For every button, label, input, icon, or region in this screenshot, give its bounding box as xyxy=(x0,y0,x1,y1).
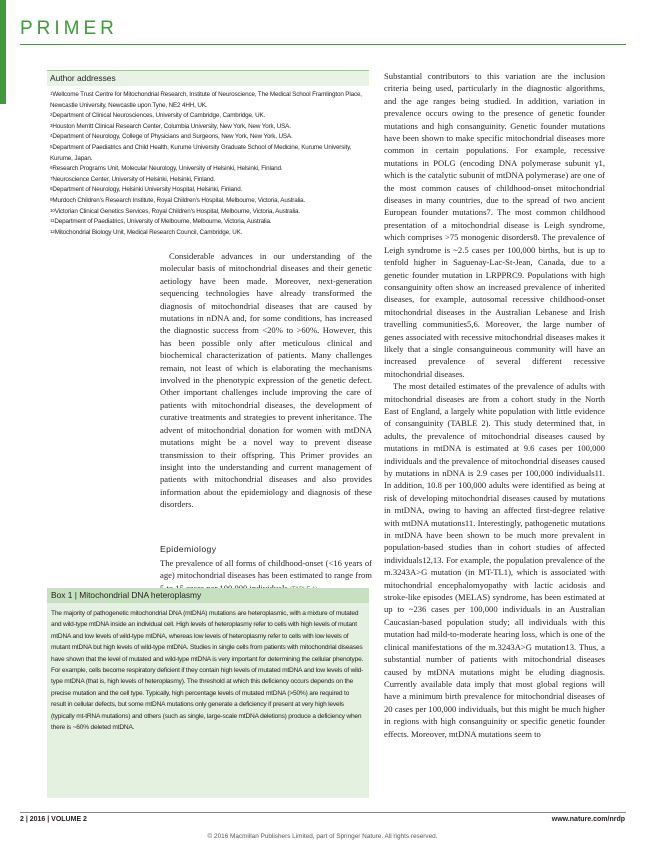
address-item: $^9$Murdoch Children's Research Institute, Royal Children's Hospital, Melbourne, Victoria, Australia. xyxy=(50,196,306,204)
right-column xyxy=(384,70,605,740)
intro-paragraph: Considerable advances in our understanding of the molecular basis of mitochondrial diseases and their genetic aetiology have been made. Moreover, next-generation sequencing technologies have already transformed the diagnosis of mitochondrial diseases that are caused by mutations in nDNA and, for some conditions, has increased the diagnostic success from <20% to >60%. However, this has been possible only after meticulous clinical and biochemical characterization of patients. Many challenges remain, not least of which is elaborating the mechanisms involved in the phenotypic expression of the genetic defect. Other important challenges include improving the care of patients with mitochondrial diseases, the development of curative treatments and strategies to prevent inheritance. The advent of mitochondrial donation for women with mtDNA mutations might be a novel way to prevent disease transmission to their offspring. This Primer provides an insight into the understanding and current management of patients with mitochondrial diseases and also provides information about the epidemiology and diagnosis of these disorders. xyxy=(160,251,372,510)
box-1-paragraph: The majority of pathogenetic mitochondrial DNA (mtDNA) mutations are heteroplasmic, with a mixture of mutated and wild-type mtDNA inside an individual cell. High levels of heteroplasmy refer to cells with high levels of mutant mtDNA and low levels of wild-type mtDNA, whereas low levels of heteroplasmy refer to cells with low levels of mutant mtDNA but high levels of wild-type mtDNA. Studies in single cells from patients with mitochondrial diseases have shown that the level of mutated and wild-type mtDNA is very important for determining the cellular phenotype. xyxy=(51,610,364,663)
section-color-bar xyxy=(0,0,6,104)
address-item: $^7$Neuroscience Center, University of Helsinki, Helsinki, Finland. xyxy=(50,175,216,183)
section-label: PRIMER xyxy=(20,18,118,39)
box-1-heading: Box 1 | Mitochondrial DNA heteroplasmy xyxy=(47,588,369,603)
address-item: $^2$Department of Clinical Neurosciences, University of Cambridge, Cambridge, UK. xyxy=(50,112,266,120)
page-info: 2 | 2016 | VOLUME 2 xyxy=(20,816,87,823)
epidemiology-paragraph: The prevalence of all forms of childhood-onset (<16 years of age) mitochondrial diseases has been estimated to range from xyxy=(160,557,372,596)
address-item: $^{11}$Department of Paediatrics, University of Melbourne, Melbourne, Victoria, Australia. xyxy=(50,218,272,226)
journal-url[interactable]: www.nature.com/nrdp xyxy=(551,816,625,823)
address-item: $^{10}$Victorian Clinical Genetics Services, Royal Children's Hospital, Melbourne, Victoria, Australia. xyxy=(50,207,300,215)
address-item: $^4$Department of Neurology, College of Physicians and Surgeons, New York, New York, USA. xyxy=(50,133,293,141)
box-1 xyxy=(47,588,369,798)
address-item: $^3$Houston Merritt Clinical Research Center, Columbia University, New York, New York, USA. xyxy=(50,122,291,130)
right-paragraph: Substantial contributors to this variation are the inclusion criteria being used, particularly in the diagnostic algorithms, and the age ranges being studied. In addition, variation in prevalence occurs owing to the presence of genetic founder mutations and high consanguinity. Genetic founder mutations have been shown to make specific mitochondrial diseases more common in certain populations. For example, recessive mutations in POLG (encoding DNA polymerase subunit γ1, which is the catalytic subunit of mtDNA polymerase) are one of the most common causes of childhood-onset mitochondrial diseases in many countries, due to the spread of two ancient European founder mutations7. The most common childhood presentation of a mitochondrial disease is Leigh syndrome, which comprises >75 monogenic disorders8. The prevalence of Leigh syndrome is ~2.5 cases per 100,000 births, but is up to tenfold higher in Saguenay-Lac-St-Jean, Canada, due to a genetic founder mutation in LRPPRC9. Populations with high consanguinity often show an increased prevalence of inherited diseases, for example, autosomal recessive childhood-onset mitochondrial diseases in the Australian Lebanese and Irish travelling communities5,6. Moreover, the large number of genes associated with recessive mitochondrial diseases makes it likely that a single consanguineous community will have an increased prevalence of several different recessive mitochondrial diseases. xyxy=(384,71,605,379)
address-item: $^8$Department of Neurology, Helsinki University Hospital, Helsinki, Finland. xyxy=(50,186,243,194)
address-item: $^6$Research Programs Unit, Molecular Neurology, University of Helsinki, Helsinki, Finland. xyxy=(50,165,283,173)
footer-rule xyxy=(20,812,626,813)
author-addresses-list xyxy=(47,86,369,238)
address-item: $^1$Wellcome Trust Centre for Mitochondrial Research, Institute of Neuroscience, The Medical School Framlington Place, Newcastle University, Newcastle upon Tyne, NE2 4HH, UK. xyxy=(50,91,362,109)
box-1-paragraph: For example, cells become respiratory deficient if they contain high levels of mutated mtDNA and low levels of wild-type mtDNA (that is, high levels of heteroplasmy). The threshold at which this deficiency occurs depends on the precise mutation and the cell type. Typically, high percentage levels of mutated mtDNA (>50%) are required to result in cellular defects, but some mtDNA mutations only generate a deficiency if present at very high levels (typically mt-tRNA mutations) and others (such as single, large-scale mtDNA deletions) produce a deficiency when there is ~60% deleted mtDNA. xyxy=(51,667,364,732)
address-item: $^5$Department of Paediatrics and Child Health, Kurume University Graduate School of Medicine, Kurume University, Kurume, Japan. xyxy=(50,143,352,162)
header-rule xyxy=(20,44,626,45)
author-addresses-box xyxy=(47,70,369,266)
address-item: $^{12}$Mitochondrial Biology Unit, Medical Research Council, Cambridge, UK. xyxy=(50,228,243,236)
right-paragraph: The most detailed estimates of the prevalence of adults with mitochondrial diseases are from a cohort study in the North East of England, a largely white population with little evidence of consanguinity (TABLE 2). This study determined that, in adults, the prevalence of mitochondrial diseases caused by mutations in mtDNA is estimated at 9.6 cases per 100,000 individuals and the prevalence of mitochondrial diseases caused by mutations in nDNA is 2.9 cases per 100,000 individuals11. In addition, 10.8 per 100,000 adults were identified as being at risk of developing mitochondrial diseases caused by mutations in mtDNA, owing to having an affected first-degree relative with mtDNA mutations11. Interestingly, pathogenetic mutations in mtDNA have been shown to be much more prevalent in population-based studies than in cohort studies of affected individuals12,13. For example, the population prevalence of the m.3243A>G mutation (in MT-TL1), which is associated with mitochondrial encephalomyopathy with lactic acidosis and stroke-like episodes (MELAS) syndrome, has been estimated at up to ~236 cases per 100,000 individuals in an Australian Caucasian-based population study; all individuals with this mutation had mild-to-moderate hearing loss, which is one of the clinical manifestations of the m.3243A>G mutation13. Thus, a substantial number of patients with mitochondrial diseases caused by mtDNA mutations might be eluding diagnosis. Currently available data imply that most global regions will have a minimum birth prevalence for mitochondrial diseases of 20 cases per 100,000 individuals, but this might be much higher in regions with high consanguinity or specific genetic founder effects. Moreover, mtDNA mutations seem to xyxy=(384,381,605,739)
copyright-notice: © 2016 Macmillan Publishers Limited, part of Springer Nature. All rights reserved. xyxy=(207,833,438,840)
epidemiology-heading: Epidemiology xyxy=(160,544,217,554)
box-1-body xyxy=(47,603,369,733)
author-addresses-heading: Author addresses xyxy=(47,70,369,86)
